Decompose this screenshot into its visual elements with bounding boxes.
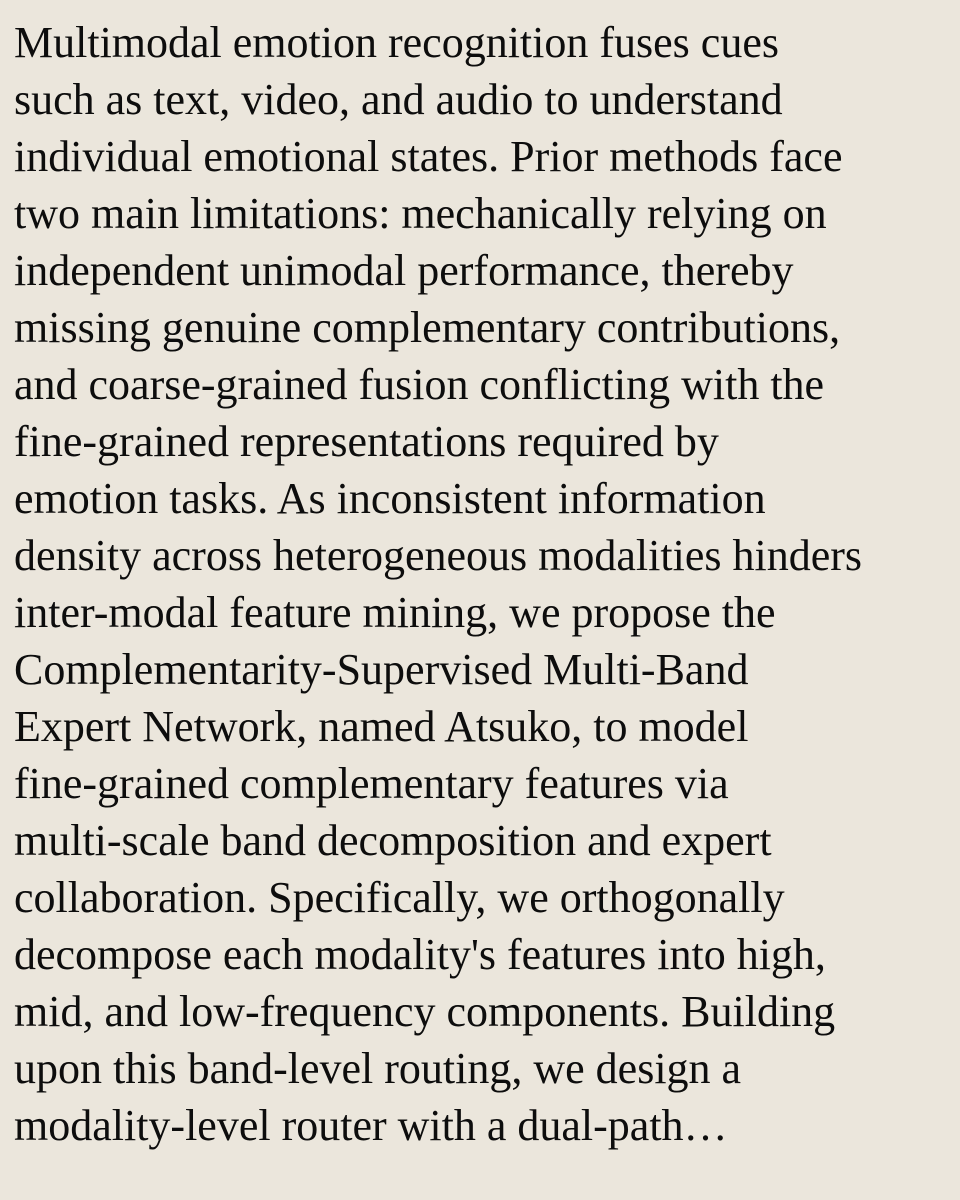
abstract-line: inter-modal feature mining, we propose the — [14, 588, 776, 637]
abstract-line: individual emotional states. Prior methods face — [14, 132, 843, 181]
abstract-line: missing genuine complementary contributions, — [14, 303, 841, 352]
abstract-line: Expert Network, named Atsuko, to model — [14, 702, 749, 751]
abstract-line: fine-grained complementary features via — [14, 759, 729, 808]
abstract-line: Multimodal emotion recognition fuses cues — [14, 18, 779, 67]
abstract-line: collaboration. Specifically, we orthogonally — [14, 873, 785, 922]
abstract-line: such as text, video, and audio to understand — [14, 75, 783, 124]
abstract-text — [14, 14, 950, 1154]
abstract-line: upon this band-level routing, we design a — [14, 1044, 742, 1093]
abstract-line: Complementarity-Supervised Multi-Band — [14, 645, 749, 694]
abstract-line: two main limitations: mechanically relying on — [14, 189, 827, 238]
abstract-line: mid, and low-frequency components. Building — [14, 987, 836, 1036]
abstract-line: fine-grained representations required by — [14, 417, 719, 466]
abstract-line: modality-level router with a dual-path… — [14, 1101, 728, 1150]
abstract-line: emotion tasks. As inconsistent information — [14, 474, 766, 523]
abstract-line: density across heterogeneous modalities hinders — [14, 531, 863, 580]
abstract-line: decompose each modality's features into high, — [14, 930, 826, 979]
abstract-line: independent unimodal performance, thereby — [14, 246, 794, 295]
abstract-line: multi-scale band decomposition and expert — [14, 816, 772, 865]
abstract-line: and coarse-grained fusion conflicting with the — [14, 360, 825, 409]
